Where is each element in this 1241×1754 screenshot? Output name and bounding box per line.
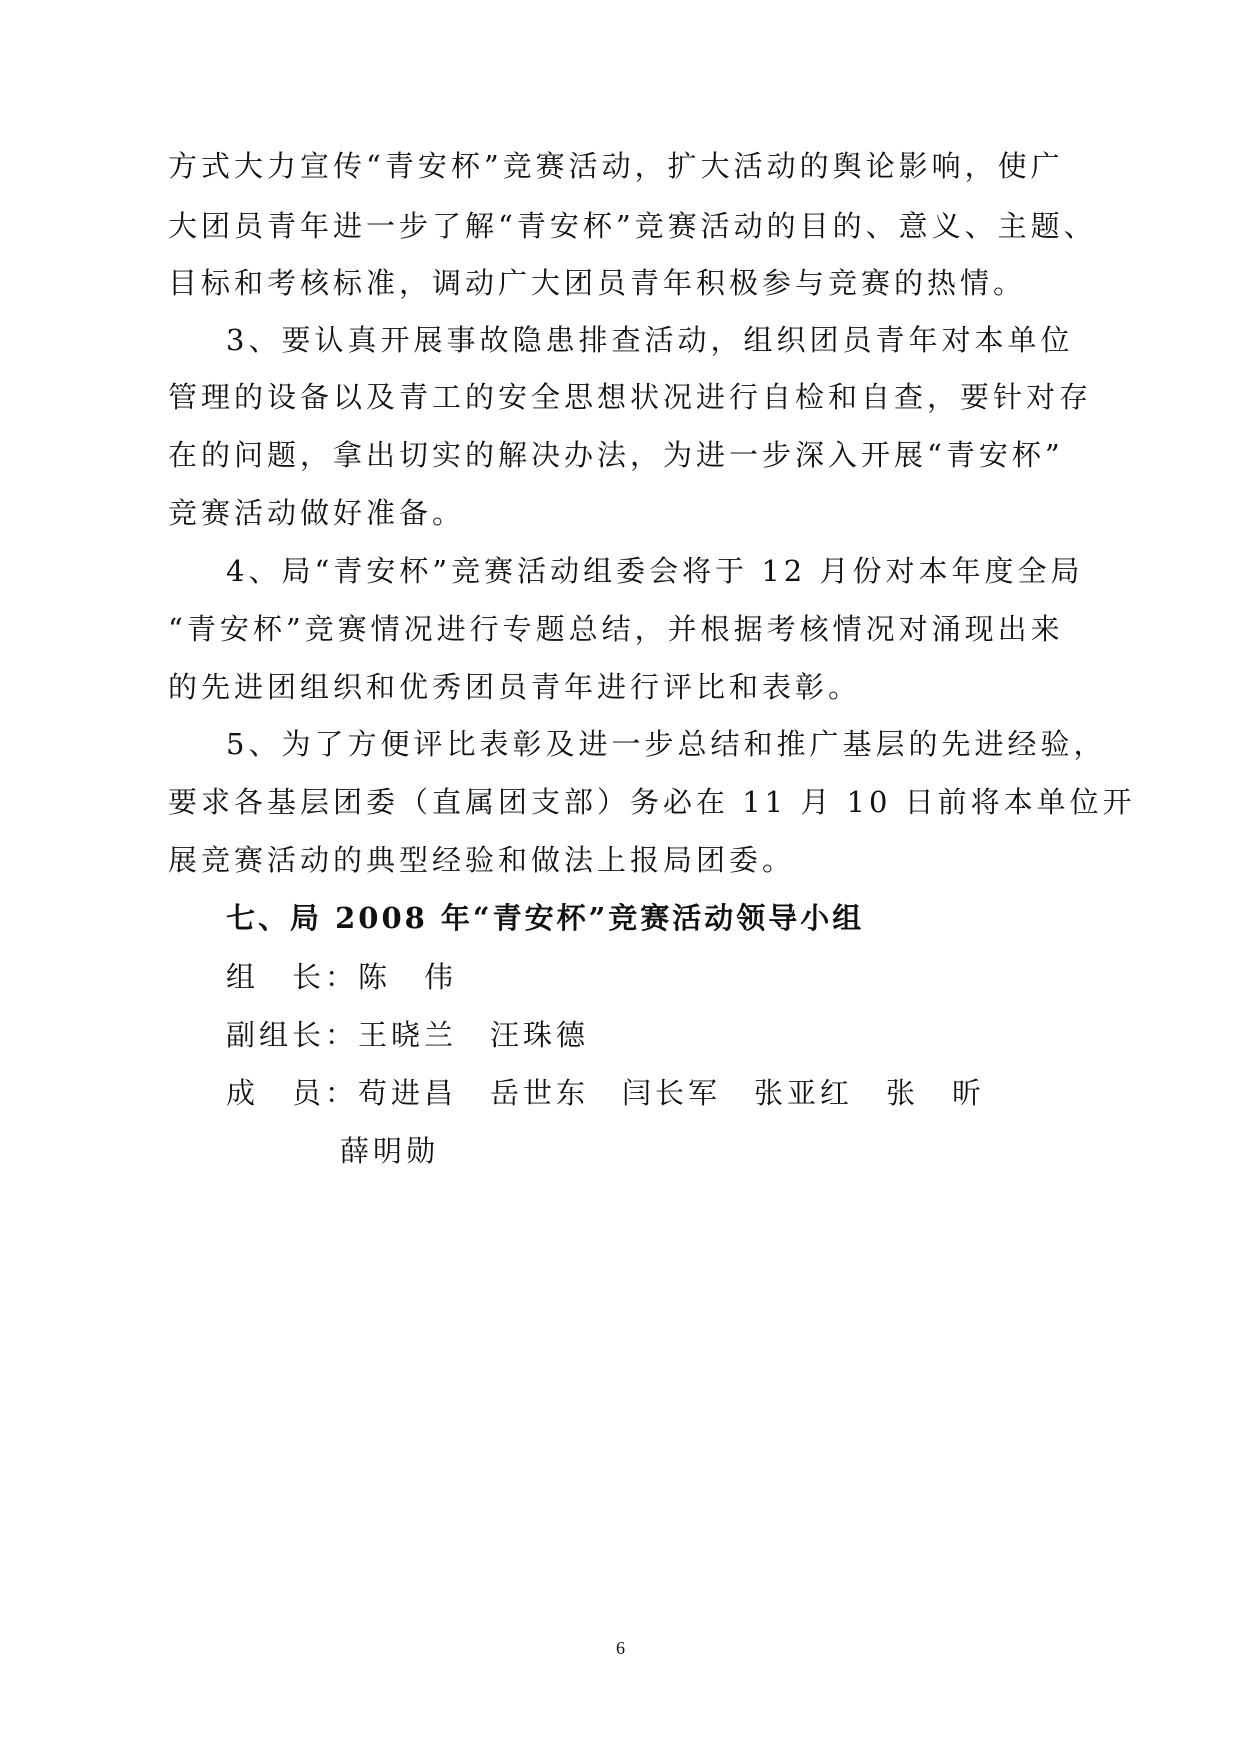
- paragraph-line: 方式大力宣传“青安杯”竞赛活动，扩大活动的舆论影响，使广: [168, 149, 1064, 183]
- leader-line: 组 长：陈 伟: [226, 960, 458, 994]
- paragraph-line: 3、要认真开展事故隐患排查活动，组织团员青年对本单位: [226, 323, 1074, 357]
- paragraph-line: 大团员青年进一步了解“青安杯”竞赛活动的目的、意义、主题、: [168, 209, 1097, 243]
- paragraph-line: 展竞赛活动的典型经验和做法上报局团委。: [168, 843, 796, 877]
- page-number: 6: [616, 1638, 625, 1658]
- members-line: 成 员：苟进昌 岳世东 闫长军 张亚红 张 昕: [226, 1076, 986, 1110]
- paragraph-line: 竞赛活动做好准备。: [168, 496, 466, 530]
- paragraph-line: 要求各基层团委（直属团支部）务必在 11 月 10 日前将本单位开: [168, 785, 1136, 819]
- members-line-cont: 薛明勋: [340, 1134, 440, 1168]
- section-heading: 七、局 2008 年“青安杯”竞赛活动领导小组: [226, 901, 865, 935]
- paragraph-line: 4、局“青安杯”竞赛活动组委会将于 12 月份对本年度全局: [226, 554, 1084, 588]
- paragraph-line: 管理的设备以及青工的安全思想状况进行自检和自查，要针对存: [168, 380, 1093, 414]
- deputy-leader-line: 副组长：王晓兰 汪珠德: [226, 1018, 590, 1052]
- paragraph-line: 在的问题，拿出切实的解决办法，为进一步深入开展“青安杯”: [168, 438, 1064, 472]
- paragraph-line: 5、为了方便评比表彰及进一步总结和推广基层的先进经验，: [226, 727, 1107, 761]
- paragraph-line: 的先进团组织和优秀团员青年进行评比和表彰。: [168, 670, 862, 704]
- paragraph-line: “青安杯”竞赛情况进行专题总结，并根据考核情况对涌现出来: [168, 612, 1064, 646]
- paragraph-line: 目标和考核标准，调动广大团员青年积极参与竞赛的热情。: [168, 266, 1027, 300]
